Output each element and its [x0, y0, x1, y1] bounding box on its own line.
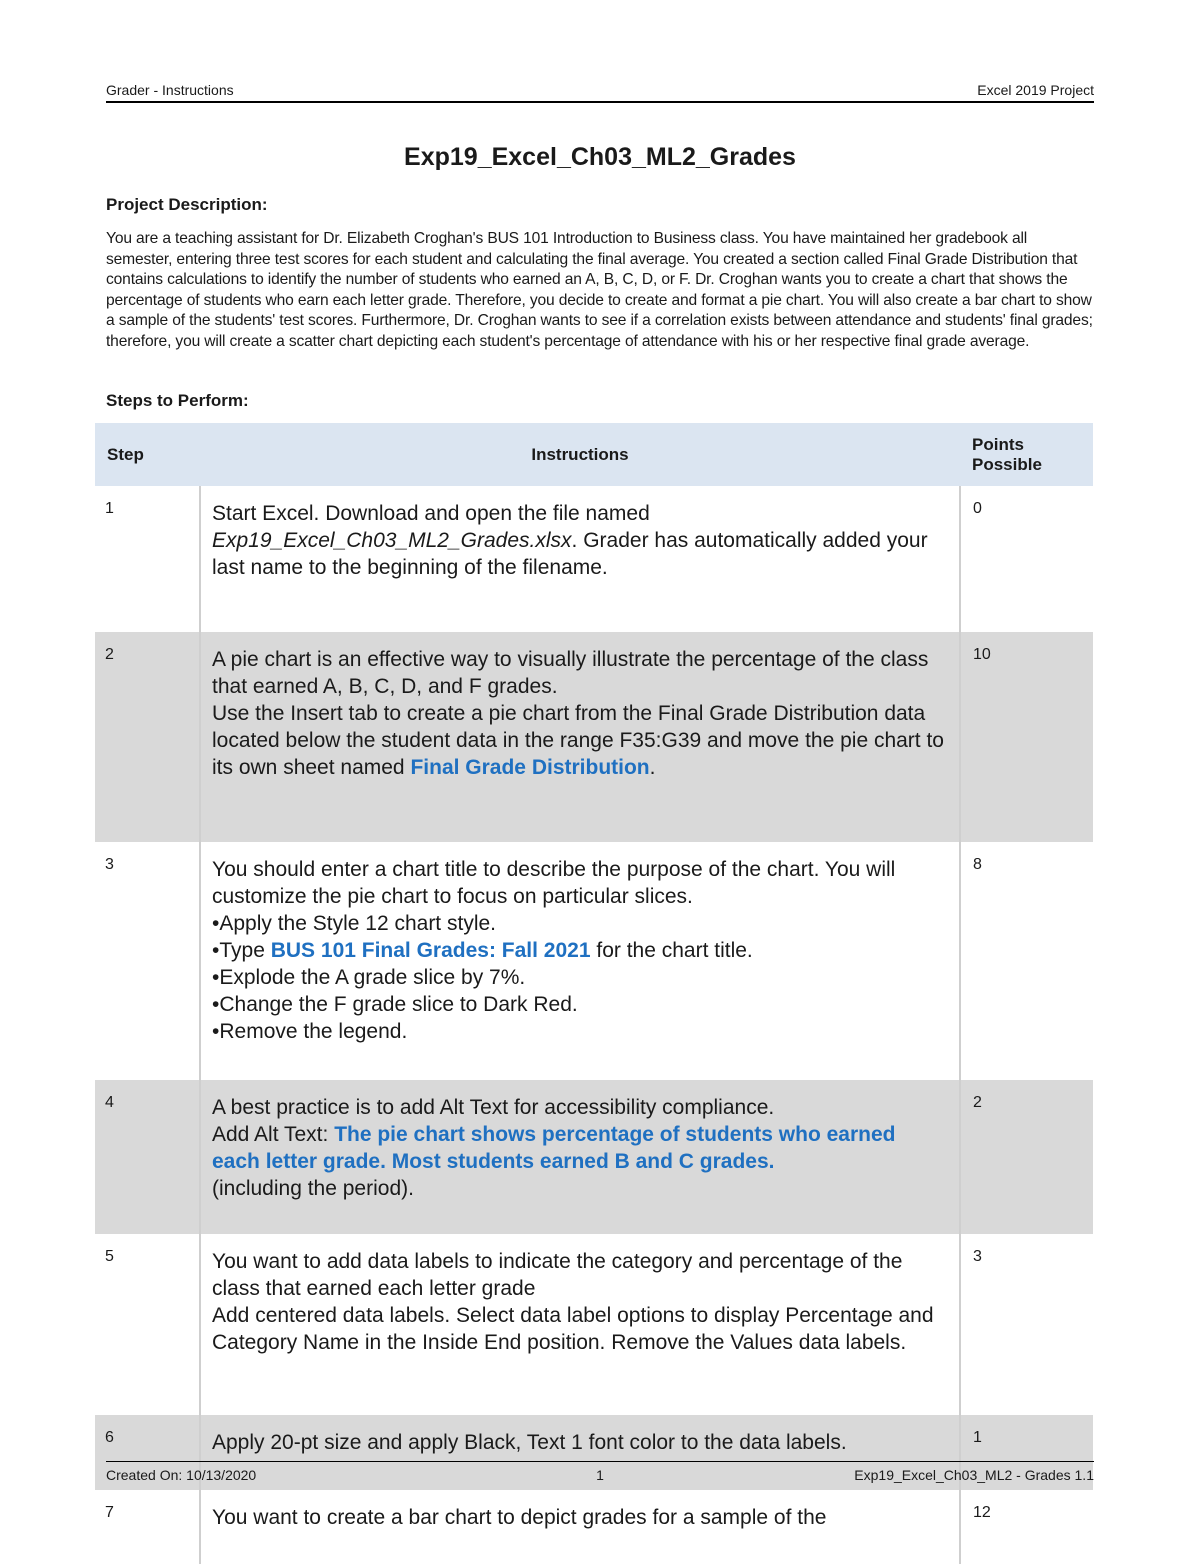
project-description-text: You are a teaching assistant for Dr. Elizabeth Croghan's BUS 101 Introduction to Business class. You have maintained her gradebook all semester, entering three test scores for each student and calculating the final average. You created a section called Final Grade Distribution that contains calculations to identify the number of students who earned an A, B, C, D, or F. Dr. Croghan wants you to create a chart that shows the percentage of students who earn each letter grade. Therefore, you decide to create and format a pie chart. You will also create a bar chart to show a sample of the students' test scores. Furthermore, Dr. Croghan wants to see if a correlation exists between attendance and students' final grades; therefore, you will create a scatter chart depicting each student's percentage of attendance with his or her respective final grade average.: [106, 230, 1093, 350]
step-points: 1: [960, 1415, 1093, 1490]
table-row: [95, 1234, 1093, 1415]
chart-title-highlight: BUS 101 Final Grades: Fall 2021: [270, 939, 591, 962]
step-instructions: You want to create a bar chart to depict grades for a sample of the: [200, 1490, 960, 1564]
table-row: [95, 842, 1093, 1080]
header-left: Grader - Instructions: [106, 82, 234, 98]
step-number: 7: [105, 1504, 114, 1521]
bullet-item: •Remove the legend.: [212, 1020, 408, 1043]
step-points: 0: [973, 500, 982, 517]
step-points: 8: [973, 856, 982, 873]
step-instructions: A pie chart is an effective way to visually illustrate the percentage of the class that earned A, B, C, D, and F grades. Use the Insert tab to create a pie chart from the Final Grade Distribution data located below the student data in the range F35:G39 and move the pie chart to its own sheet named Final Grade Distribution.: [200, 632, 960, 842]
table-row: [95, 1080, 1093, 1234]
step-instructions: You should enter a chart title to describe the purpose of the chart. You will customize the pie chart to focus on particular slices. •Apply the Style 12 chart style. •Type BUS 101 Final Grades: Fall 2021 for the chart title. •Explode the A grade slice by 7%. •Change the F grade slice to Dark Red. •Remove the legend.: [200, 842, 960, 1080]
step-number: 3: [105, 856, 114, 873]
alt-text-highlight: The pie chart shows percentage of students who earned each letter grade. Most students earned B and C grades.: [212, 1123, 896, 1173]
footer-created-on: Created On: 10/13/2020: [106, 1467, 257, 1483]
bullet-item: •Type BUS 101 Final Grades: Fall 2021 for the chart title.: [212, 939, 753, 962]
table-row: [95, 632, 1093, 842]
bullet-item: •Change the F grade slice to Dark Red.: [212, 993, 578, 1016]
page-header: [106, 82, 1094, 103]
document-title: Exp19_Excel_Ch03_ML2_Grades: [404, 143, 796, 171]
footer-page-number: 1: [596, 1467, 604, 1483]
step-instructions: A best practice is to add Alt Text for accessibility compliance. Add Alt Text: The pie chart shows percentage of students who earned each letter grade. Most students earned B and C grades. (including the period).: [200, 1080, 960, 1234]
step-points: 10: [960, 632, 1093, 842]
header-step: Step: [95, 423, 200, 486]
sheet-name-highlight: Final Grade Distribution: [410, 756, 650, 779]
step-number: 4: [95, 1080, 200, 1234]
step-points: 12: [973, 1504, 991, 1521]
page-footer: [106, 1461, 1094, 1483]
bullet-item: •Explode the A grade slice by 7%.: [212, 966, 526, 989]
header-right: Excel 2019 Project: [977, 82, 1094, 98]
header-points-possible: Points Possible: [960, 423, 1093, 486]
step-points: 2: [960, 1080, 1093, 1234]
step-instructions: Start Excel. Download and open the file named Exp19_Excel_Ch03_ML2_Grades.xlsx. Grader has automatically added your last name to the beginning of the filename.: [200, 486, 960, 632]
step-number: 6: [95, 1415, 200, 1490]
step-number: 2: [95, 632, 200, 842]
file-name: Exp19_Excel_Ch03_ML2_Grades.xlsx: [212, 529, 572, 552]
steps-heading: Steps to Perform:: [106, 391, 249, 410]
step-points: 3: [973, 1248, 982, 1265]
project-description-heading: Project Description:: [106, 195, 268, 214]
header-instructions: Instructions: [200, 423, 960, 486]
step-number: 1: [105, 500, 114, 517]
step-number: 5: [105, 1248, 114, 1265]
table-row: [95, 486, 1093, 632]
steps-table: [95, 423, 1093, 1564]
step-instructions: You want to add data labels to indicate the category and percentage of the class that earned each letter grade Add centered data labels. Select data label options to display Percentage and Category Name in the Inside End position. Remove the Values data labels.: [200, 1234, 960, 1415]
bullet-item: •Apply the Style 12 chart style.: [212, 912, 496, 935]
step-instructions: Apply 20-pt size and apply Black, Text 1 font color to the data labels.: [200, 1415, 960, 1490]
table-header-row: [95, 423, 1093, 486]
footer-doc-id: Exp19_Excel_Ch03_ML2 - Grades 1.1: [854, 1467, 1094, 1483]
